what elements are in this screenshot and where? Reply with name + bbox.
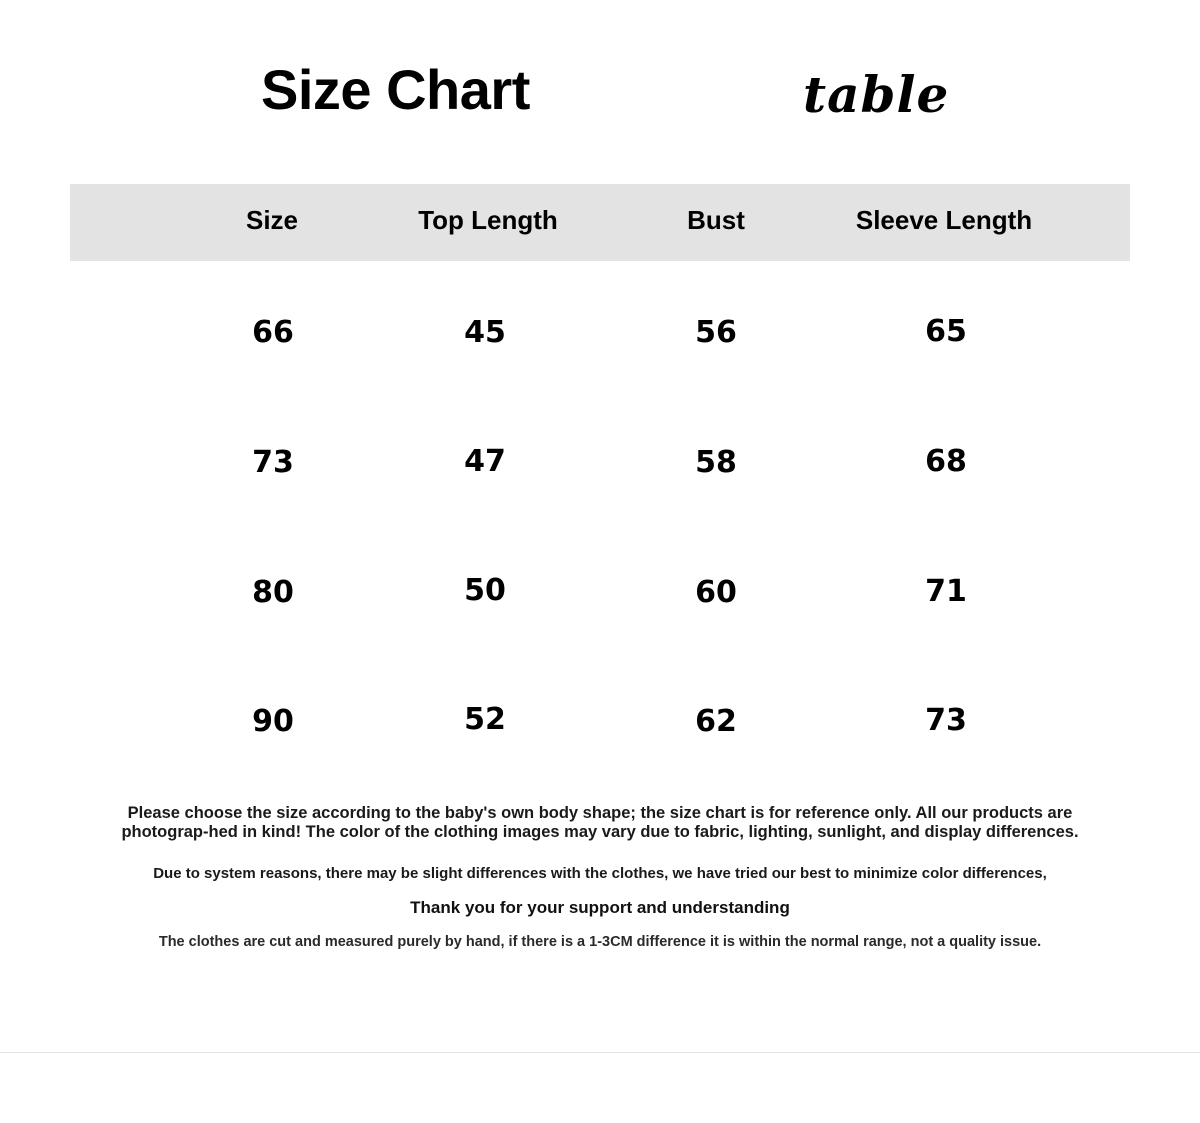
note-thanks: Thank you for your support and understanding: [410, 898, 790, 917]
header-top-length: Top Length: [418, 205, 558, 235]
cell-top-length: 45: [464, 315, 506, 350]
note-color-difference: Due to system reasons, there may be slight differences with the clothes, we have tried our best to minimize color differences,: [153, 865, 1047, 882]
cell-bust: 56: [695, 315, 737, 350]
cell-size: 80: [252, 575, 294, 610]
cell-sleeve-length: 71: [925, 574, 967, 609]
divider: [0, 1052, 1200, 1053]
cell-sleeve-length: 68: [925, 444, 967, 479]
table-header: [70, 184, 1130, 261]
notes-block: [100, 804, 1100, 951]
header-bust: Bust: [687, 205, 745, 235]
cell-bust: 58: [695, 445, 737, 480]
page-title: Size Chart: [261, 58, 530, 121]
cell-sleeve-length: 65: [925, 314, 967, 349]
note-measurement: The clothes are cut and measured purely by hand, if there is a 1-3CM difference it is within the normal range, not a quality issue.: [158, 934, 1042, 950]
header-sleeve-length: Sleeve Length: [855, 205, 1033, 235]
cell-size: 66: [252, 315, 294, 350]
table-script-title: table: [803, 65, 950, 124]
cell-top-length: 52: [464, 702, 506, 737]
cell-top-length: 50: [464, 573, 506, 608]
note-reference: Please choose the size according to the baby's own body shape; the size chart is for reference only. All our products are photograp-hed in kind! The color of the clothing images may vary due to fabric, lighting, sunlight, and display differences.: [121, 804, 1079, 841]
header-size: Size: [245, 205, 299, 235]
cell-size: 73: [252, 445, 294, 480]
cell-top-length: 47: [464, 444, 506, 479]
cell-bust: 60: [695, 575, 737, 610]
cell-sleeve-length: 73: [925, 703, 967, 738]
cell-size: 90: [252, 704, 294, 739]
cell-bust: 62: [695, 704, 737, 739]
